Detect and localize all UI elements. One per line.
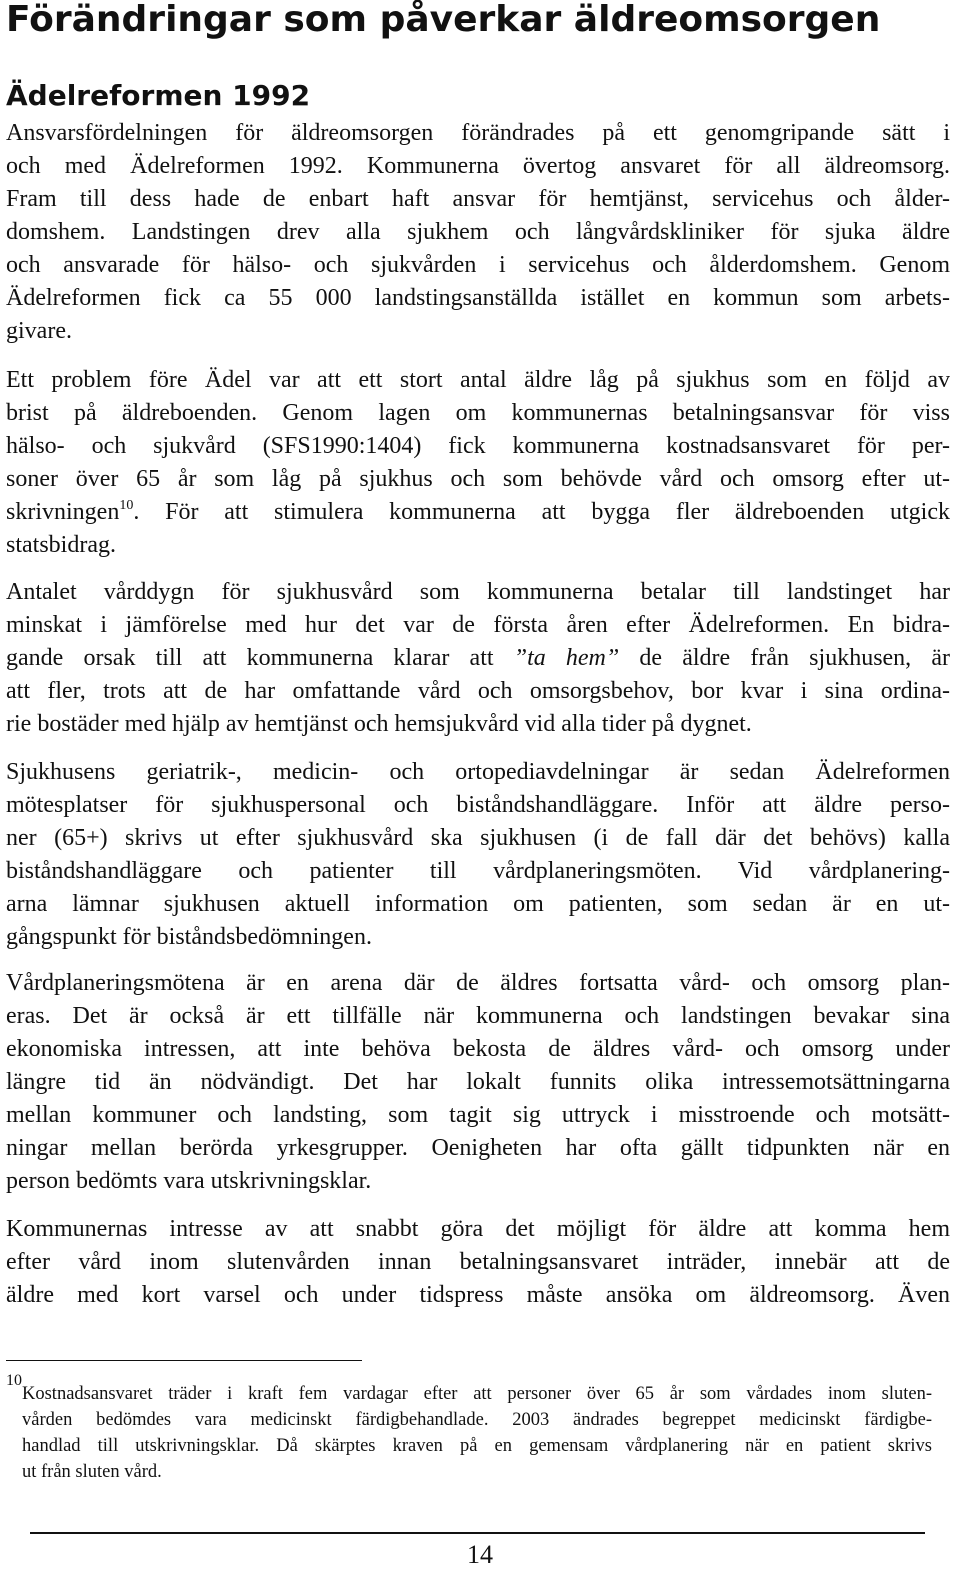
text-line: efter vård inom slutenvården innan betalningsansvaret inträder, innebär att de: [6, 1249, 950, 1275]
text-line: givare.: [6, 318, 72, 344]
footnote-text: [22, 1381, 932, 1485]
text-line: person bedömts vara utskrivningsklar.: [6, 1168, 372, 1194]
paragraph-3: [6, 576, 950, 741]
text-span: de äldre från sjukhusen, är: [619, 645, 950, 671]
page-title: Förändringar som påverkar äldreomsorgen: [6, 0, 881, 40]
text-line: Ett problem före Ädel var att ett stort antal äldre låg på sjukhus som en följd av: [6, 367, 950, 393]
quoted-phrase: ”ta hem”: [513, 645, 620, 671]
text-line: att fler, trots att de har omfattande vård och omsorgsbehov, bor kvar i sina ordina-: [6, 678, 950, 704]
text-line: soner över 65 år som låg på sjukhus och som behövde vård och omsorg efter ut-: [6, 466, 950, 492]
paragraph-4: [6, 756, 950, 954]
text-line: statsbidrag.: [6, 532, 116, 558]
text-line: arna lämnar sjukhusen aktuell information om patienten, som sedan är en ut-: [6, 891, 950, 917]
text-line: äldre med kort varsel och under tidspress måste ansöka om äldreomsorg. Även: [6, 1282, 950, 1308]
text-line: längre tid än nödvändigt. Det har lokalt funnits olika intressemotsättningarna: [6, 1069, 950, 1095]
paragraph-5: [6, 967, 950, 1198]
text-line: ningar mellan berörda yrkesgrupper. Oenigheten har ofta gällt tidpunkten när en: [6, 1135, 950, 1161]
text-line: Vårdplaneringsmötena är en arena där de äldres fortsatta vård- och omsorg plan-: [6, 970, 950, 996]
text-line: Ansvarsfördelningen för äldreomsorgen förändrades på ett genomgripande sätt i: [6, 120, 950, 146]
text-line: biståndshandläggare och patienter till vårdplaneringsmöten. Vid vårdplanering-: [6, 858, 950, 884]
text-span: gande orsak till att kommunerna klarar att: [6, 645, 514, 671]
text-line: ekonomiska intressen, att inte behöva bekosta de äldres vård- och omsorg under: [6, 1036, 950, 1062]
text-line: minskat i jämförelse med hur det var de första åren efter Ädelreformen. En bidra-: [6, 612, 950, 638]
text-line: ner (65+) skrivs ut efter sjukhusvård ska sjukhusen (i de fall där det behövs) kalla: [6, 825, 950, 851]
footer-rule: [30, 1532, 925, 1534]
page-number: 14: [467, 1540, 493, 1569]
text-line: brist på äldreboenden. Genom lagen om kommunernas betalningsansvar för viss: [6, 400, 950, 426]
footnote-line: Kostnadsansvaret träder i kraft fem vardagar efter att personer över 65 år som vårdades inom sluten-: [22, 1384, 932, 1404]
text-line: mötesplatser för sjukhuspersonal och biståndshandläggare. Inför att äldre perso-: [6, 792, 950, 818]
text-line: Antalet vårddygn för sjukhusvård som kommunerna betalar till landstinget har: [6, 579, 950, 605]
text-line: hälso- och sjukvård (SFS1990:1404) fick kommunerna kostnadsansvaret för per-: [6, 433, 950, 459]
text-line: eras. Det är också är ett tillfälle när kommunerna och landstingen bevakar sina: [6, 1003, 950, 1029]
text-line: domshem. Landstingen drev alla sjukhem och långvårdskliniker för sjuka äldre: [6, 219, 950, 245]
footnote-line: vården bedömdes vara medicinskt färdigbehandlade. 2003 ändrades begreppet medicinskt färdigbe-: [22, 1410, 932, 1430]
text-line: Ädelreformen fick ca 55 000 landstingsanställda istället en kommun som arbets-: [6, 285, 950, 311]
section-heading: Ädelreformen 1992: [6, 79, 311, 112]
text-line: Fram till dess hade de enbart haft ansvar för hemtjänst, servicehus och ålder-: [6, 186, 950, 212]
text-line: Kommunernas intresse av att snabbt göra det möjligt för äldre att komma hem: [6, 1216, 950, 1242]
footnote-separator: [6, 1360, 362, 1361]
text-line: och med Ädelreformen 1992. Kommunerna övertog ansvaret för all äldreomsorg.: [6, 153, 950, 179]
text-line: och ansvarade för hälso- och sjukvården i servicehus och ålderdomshem. Genom: [6, 252, 950, 278]
text-span: . För att stimulera kommunerna att bygga fler äldreboenden utgick: [133, 499, 950, 525]
text-line: gångspunkt för biståndsbedömningen.: [6, 924, 372, 950]
paragraph-1: [6, 117, 950, 348]
paragraph-6: [6, 1213, 950, 1312]
footnote-number: 10: [6, 1372, 22, 1389]
text-line: rie bostäder med hjälp av hemtjänst och hemsjukvård vid alla tider på dygnet.: [6, 711, 752, 737]
footnote-line: handlad till utskrivningsklar. Då skärptes kraven på en gemensam vårdplanering när en patient skrivs: [22, 1436, 932, 1456]
text-line: [6, 642, 950, 675]
text-span: skrivningen: [6, 499, 120, 525]
footnote-line: ut från sluten vård.: [22, 1462, 162, 1482]
text-line: Sjukhusens geriatrik-, medicin- och ortopediavdelningar är sedan Ädelreformen: [6, 759, 950, 785]
text-line: [6, 496, 950, 529]
footnote-reference: 10: [119, 498, 134, 513]
text-line: mellan kommuner och landsting, som tagit sig uttryck i misstroende och motsätt-: [6, 1102, 950, 1128]
paragraph-2: [6, 364, 950, 562]
